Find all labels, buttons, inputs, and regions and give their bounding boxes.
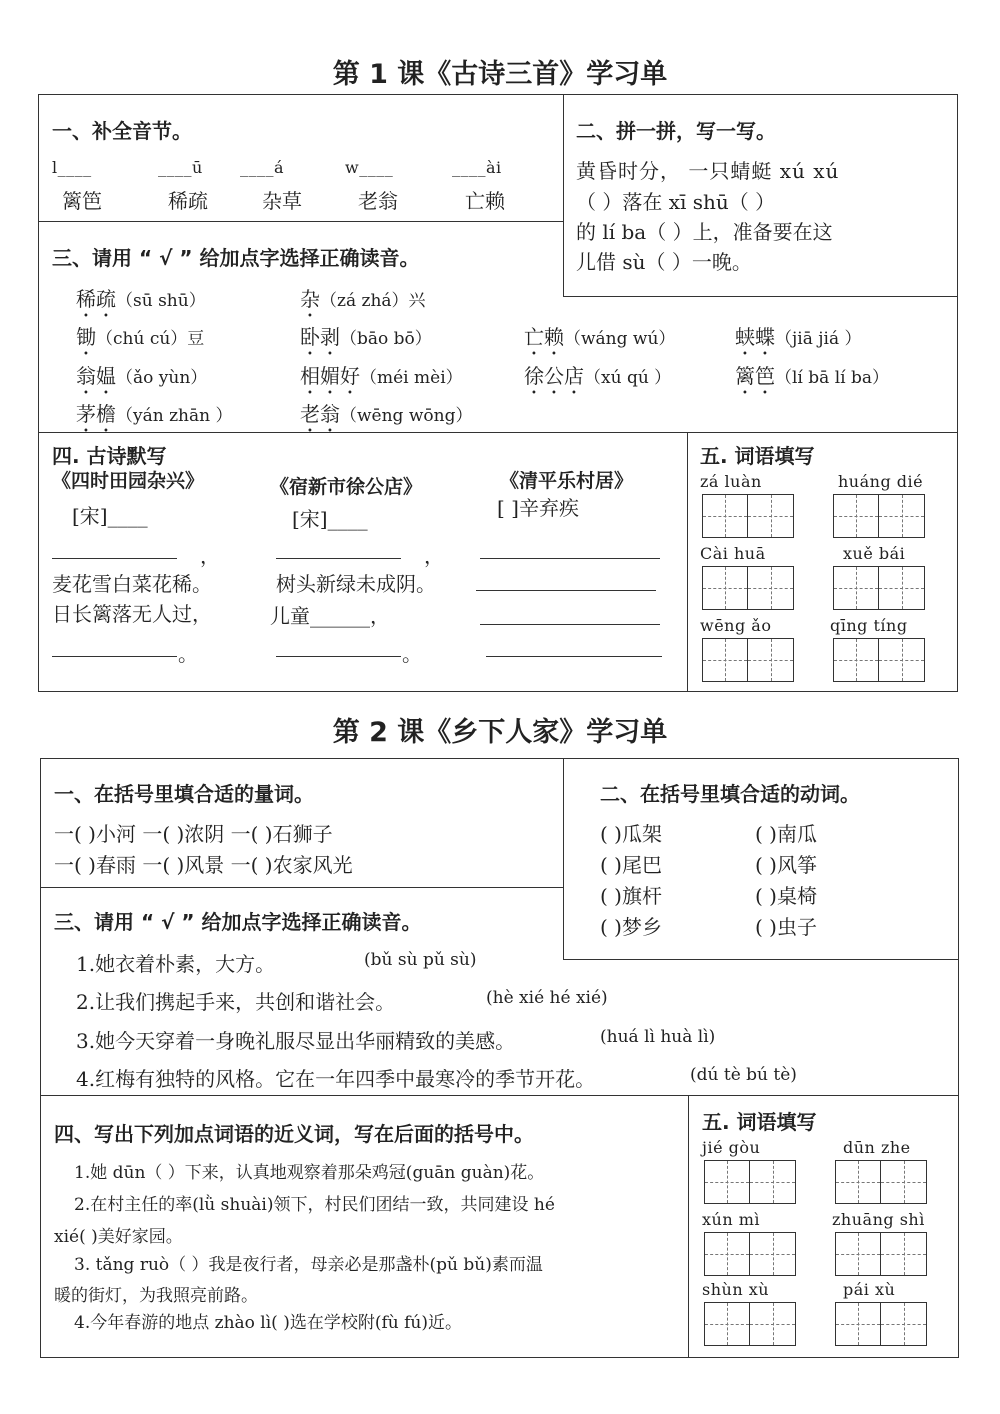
- l2-s1-row[interactable]: 一( )春雨 一( )风景 一( )农家风光: [54, 853, 353, 877]
- l1-s5-pinyin: wēng ǎo: [700, 616, 772, 635]
- poem1-title: 《四时田园杂兴》: [52, 470, 205, 492]
- l2-s2-right[interactable]: ( )桌椅: [755, 884, 817, 908]
- l1-s3-item: 杂（zá zhá）兴: [300, 287, 426, 311]
- l1-s1-pinyin[interactable]: w____: [345, 158, 394, 177]
- writing-grid[interactable]: [833, 566, 925, 610]
- answer-line[interactable]: [486, 656, 662, 657]
- poem2-l4: 。: [402, 642, 422, 666]
- l1-s3-item: 蛱蝶（jiā jiá ）: [735, 325, 862, 349]
- l2-s5-pinyin: jié gòu: [702, 1138, 761, 1157]
- l1-s1-word: 老翁: [358, 189, 398, 213]
- answer-line[interactable]: [52, 656, 177, 657]
- l1-s1-pinyin[interactable]: ____ū: [158, 158, 203, 177]
- l2-s3-options[interactable]: (hè xié hé xié): [486, 988, 608, 1008]
- poem1-l3: 日长篱落无人过，: [52, 602, 212, 626]
- l2-s2-right[interactable]: ( )南瓜: [755, 822, 817, 846]
- l2-s3-options[interactable]: (huá lì huà lì): [600, 1027, 716, 1047]
- writing-grid[interactable]: [702, 494, 794, 538]
- l2-s4-line[interactable]: 4.今年春游的地点 zhào lì( )选在学校附(fù fú)近。: [74, 1313, 462, 1333]
- l2-s1-row[interactable]: 一( )小河 一( )浓阴 一( )石狮子: [54, 822, 333, 846]
- writing-grid[interactable]: [835, 1160, 927, 1204]
- l1-s3-item: 茅檐（yán zhān ）: [76, 402, 233, 426]
- l2-s3-sentence: 1.她衣着朴素，大方。: [76, 952, 276, 976]
- l2-s2-right[interactable]: ( )风筝: [755, 853, 817, 877]
- answer-line[interactable]: [476, 590, 656, 591]
- l1-s5-heading: 五. 词语填写: [700, 444, 815, 468]
- l1-s3-item: 翁媪（ǎo yùn）: [76, 364, 208, 388]
- l2-s5-heading: 五. 词语填写: [702, 1110, 817, 1134]
- l2-s3-sentence: 3.她今天穿着一身晚礼服尽显出华丽精致的美感。: [76, 1029, 516, 1053]
- l2-s3-sentence: 4.红梅有独特的风格。它在一年四季中最寒冷的季节开花。: [76, 1067, 596, 1091]
- l2-s4-line[interactable]: 1.她 dūn（ ）下来，认真地观察着那朵鸡冠(guān guàn)花。: [74, 1163, 545, 1183]
- l1-s5-pinyin: xuě bái: [843, 544, 906, 563]
- l2-s5-pinyin: shùn xù: [702, 1280, 770, 1299]
- poem2-l3[interactable]: 儿童______，: [270, 604, 390, 628]
- l1-s3-item: 篱笆（lí bā lí ba）: [735, 364, 889, 388]
- poem2-title: 《宿新市徐公店》: [270, 476, 423, 498]
- answer-line[interactable]: [480, 624, 660, 625]
- l2-s2-left[interactable]: ( )瓜架: [600, 822, 662, 846]
- l1-s1-pinyin[interactable]: l____: [52, 158, 92, 177]
- l1-s3-item: 徐公店（xú qú ）: [524, 364, 672, 388]
- l1-s3-item: 稀疏（sū shū）: [76, 287, 206, 311]
- l1-s1-pinyin[interactable]: ____á: [240, 158, 285, 177]
- l2-s4-line: 暖的街灯，为我照亮前路。: [54, 1286, 258, 1306]
- poem2-dynasty[interactable]: [宋]____: [292, 507, 368, 531]
- l2-s2-right[interactable]: ( )虫子: [755, 915, 817, 939]
- l2-s4-line[interactable]: xié( )美好家园。: [54, 1227, 183, 1247]
- l1-s3-item: 亡赖（wáng wú）: [524, 325, 676, 349]
- answer-line[interactable]: [52, 558, 177, 559]
- l1-s3-item: 锄（chú cú）豆: [76, 325, 205, 349]
- l2-s4-heading: 四、写出下列加点词语的近义词，写在后面的括号中。: [54, 1122, 534, 1146]
- l2-s3-options[interactable]: (bǔ sù pǔ sù): [364, 950, 477, 970]
- l1-s2-line[interactable]: 的 lí ba（ ）上，准备要在这: [576, 220, 833, 244]
- l2-s4-line[interactable]: 3. tǎng ruò（ ）我是夜行者，母亲必是那盏朴(pǔ bǔ)素而温: [74, 1255, 543, 1275]
- l1-s1-word: 亡赖: [465, 189, 505, 213]
- l2-s5-pinyin: zhuāng shì: [832, 1210, 925, 1229]
- l2-s2-left[interactable]: ( )旗杆: [600, 884, 662, 908]
- l1-s5-pinyin: Cài huā: [700, 544, 766, 563]
- answer-line[interactable]: [276, 656, 401, 657]
- poem2-l1: ，: [424, 544, 444, 568]
- l1-s2-line[interactable]: （ ）落在 xī shū（ ）: [576, 190, 776, 214]
- poem3-title: 《清平乐村居》: [500, 470, 634, 492]
- l2-s5-pinyin: xún mì: [702, 1210, 761, 1229]
- l2-s4-line[interactable]: 2.在村主任的率(lǜ shuài)领下，村民们团结一致，共同建设 hé: [74, 1195, 555, 1215]
- answer-line[interactable]: [276, 558, 401, 559]
- l2-s3-options[interactable]: (dú tè bú tè): [690, 1065, 797, 1085]
- poem1-l1: ，: [200, 544, 220, 568]
- l2-s5-pinyin: pái xù: [843, 1280, 896, 1299]
- lesson1-title: 第 1 课《古诗三首》学习单: [332, 59, 668, 90]
- writing-grid[interactable]: [835, 1302, 927, 1346]
- l1-s4-heading: 四. 古诗默写: [52, 444, 167, 468]
- l1-s1-pinyin[interactable]: ____ài: [452, 158, 502, 177]
- l2-s2-left[interactable]: ( )尾巴: [600, 853, 662, 877]
- writing-grid[interactable]: [833, 638, 925, 682]
- writing-grid[interactable]: [704, 1160, 796, 1204]
- lesson2-title: 第 2 课《乡下人家》学习单: [332, 717, 668, 748]
- divider: [38, 221, 564, 222]
- l2-s5-pinyin: dūn zhe: [843, 1138, 911, 1157]
- writing-grid[interactable]: [835, 1232, 927, 1276]
- l1-s2-heading: 二、拼一拼，写一写。: [576, 119, 776, 143]
- writing-grid[interactable]: [833, 494, 925, 538]
- l1-s5-pinyin: zá luàn: [700, 472, 762, 491]
- l1-s3-item: 相媚好（méi mèi）: [300, 364, 463, 388]
- l1-s5-pinyin: qīng tíng: [830, 616, 908, 635]
- poem1-l4: 。: [178, 642, 198, 666]
- l1-s2-line: 黄昏时分， 一只蜻蜓 xú xú: [576, 159, 840, 183]
- answer-line[interactable]: [480, 558, 660, 559]
- l1-s1-word: 篱笆: [62, 189, 102, 213]
- writing-grid[interactable]: [702, 638, 794, 682]
- l2-s3-heading: 三、请用 “ √ ” 给加点字选择正确读音。: [54, 910, 422, 934]
- writing-grid[interactable]: [704, 1302, 796, 1346]
- poem2-l2: 树头新绿未成阴。: [276, 572, 436, 596]
- l1-s1-heading: 一、补全音节。: [52, 119, 192, 143]
- l2-s1-heading: 一、在括号里填合适的量词。: [54, 782, 314, 806]
- l2-s3-sentence: 2.让我们携起手来，共创和谐社会。: [76, 990, 396, 1014]
- poem3-dynasty[interactable]: [ ]辛弃疾: [497, 496, 579, 520]
- l1-s3-heading: 三、请用 “ √ ” 给加点字选择正确读音。: [52, 246, 420, 270]
- poem1-l2: 麦花雪白菜花稀。: [52, 572, 212, 596]
- l1-s2-line[interactable]: 儿借 sù（ ）一晚。: [576, 250, 752, 274]
- l2-s2-left[interactable]: ( )梦乡: [600, 915, 662, 939]
- poem1-dynasty[interactable]: [宋]____: [72, 504, 148, 528]
- writing-grid[interactable]: [702, 566, 794, 610]
- l1-s1-word: 稀疏: [168, 189, 208, 213]
- l1-s3-item: 老翁（wēng wōng）: [300, 402, 473, 426]
- writing-grid[interactable]: [704, 1232, 796, 1276]
- l1-s3-item: 卧剥（bāo bō）: [300, 325, 432, 349]
- l1-s1-word: 杂草: [262, 189, 302, 213]
- divider: [40, 887, 564, 888]
- l2-s2-heading: 二、在括号里填合适的动词。: [600, 782, 860, 806]
- l1-s5-pinyin: huáng dié: [838, 472, 924, 491]
